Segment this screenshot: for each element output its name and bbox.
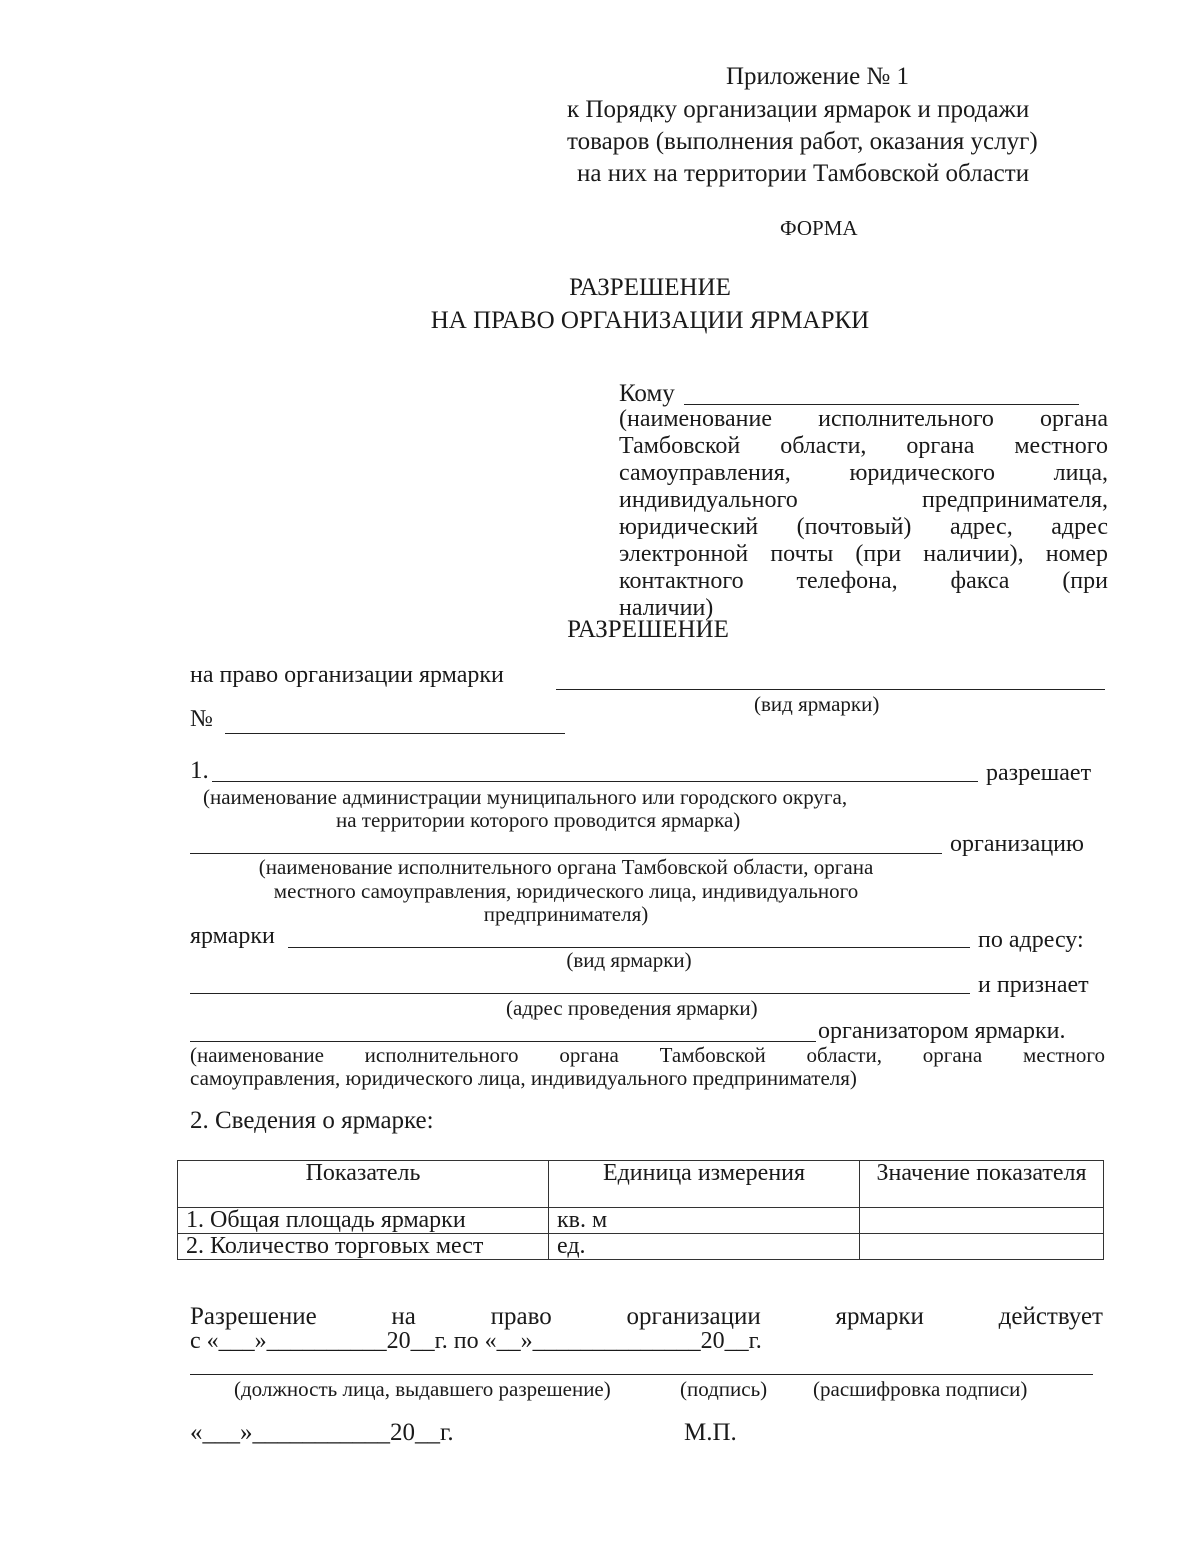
- signature-hint: (подпись): [680, 1377, 768, 1401]
- signature-line: [190, 1374, 1093, 1375]
- fair-info-table: [177, 1160, 1104, 1260]
- table-cell: 2. Количество торговых мест: [178, 1234, 549, 1260]
- address-line: [190, 993, 970, 994]
- addressee-hint-line: электронной почты (при наличии), номер: [619, 541, 1108, 567]
- appendix-line-1: Приложение № 1: [726, 63, 910, 90]
- second-title: РАЗРЕШЕНИЕ: [567, 616, 729, 643]
- appendix-line-4: на них на территории Тамбовской области: [577, 160, 1030, 187]
- recognizes-text: и признает: [978, 972, 1089, 998]
- validity-line-2: с «___»__________20__г. по «__»______________20__г.: [190, 1328, 762, 1354]
- addressee-hint-line: контактного телефона, факса (при: [619, 568, 1108, 594]
- address-hint: (адрес проведения ярмарки): [506, 996, 758, 1020]
- organizer-hint-1: (наименование исполнительного органа Тамбовской области, органа местного: [190, 1043, 1105, 1067]
- administration-hint-1: (наименование администрации муниципального или городского округа,: [203, 785, 848, 809]
- addressee-hint-line: (наименование исполнительного органа: [619, 406, 1108, 432]
- addressee-hint-line: Тамбовской области, органа местного: [619, 433, 1108, 459]
- table-row: [178, 1234, 1104, 1260]
- table-cell: [860, 1234, 1104, 1260]
- addressee-hint-line: индивидуального предпринимателя,: [619, 487, 1108, 513]
- addressee-hint-line: самоуправления, юридического лица,: [619, 460, 1108, 486]
- form-label: ФОРМА: [780, 216, 858, 240]
- organization-hint-3: предпринимателя): [483, 902, 649, 926]
- organization-hint-2: местного самоуправления, юридического лица, индивидуального: [273, 879, 859, 903]
- table-cell: 1. Общая площадь ярмарки: [178, 1208, 549, 1234]
- organization-text: организацию: [950, 831, 1084, 857]
- addressee-line: [684, 404, 1079, 405]
- main-title-line-1: РАЗРЕШЕНИЕ: [569, 274, 731, 301]
- fair-type-hint: (вид ярмарки): [566, 948, 692, 972]
- table-cell: ед.: [549, 1234, 860, 1260]
- footer-date: «___»___________20__г.: [190, 1419, 454, 1446]
- validity-line-1: Разрешение на право организации ярмарки действует: [190, 1303, 1103, 1330]
- section-1-number: 1.: [190, 757, 209, 784]
- at-address-text: по адресу:: [978, 927, 1084, 953]
- organizer-line: [190, 1041, 816, 1042]
- organization-line: [190, 853, 942, 854]
- appendix-line-3: товаров (выполнения работ, оказания услуг): [567, 128, 1038, 155]
- table-cell: [860, 1208, 1104, 1234]
- main-title-line-2: НА ПРАВО ОРГАНИЗАЦИИ ЯРМАРКИ: [430, 307, 870, 334]
- organizer-hint-2: самоуправления, юридического лица, индивидуального предпринимателя): [190, 1066, 857, 1090]
- number-line: [225, 733, 565, 734]
- position-hint: (должность лица, выдавшего разрешение): [234, 1377, 611, 1401]
- administration-line: [212, 781, 978, 782]
- stamp-label: М.П.: [684, 1419, 737, 1446]
- fair-text: ярмарки: [190, 923, 275, 949]
- permits-text: разрешает: [986, 760, 1092, 786]
- permit-type-hint: (вид ярмарки): [754, 692, 880, 716]
- table-header-row: [178, 1161, 1104, 1208]
- table-header-cell: Значение показателя: [860, 1161, 1104, 1208]
- permit-type-line: [556, 689, 1105, 690]
- table-cell: кв. м: [549, 1208, 860, 1234]
- table-header-cell: Единица измерения: [549, 1161, 860, 1208]
- organization-hint-1: (наименование исполнительного органа Тамбовской области, органа: [258, 855, 874, 879]
- decode-hint: (расшифровка подписи): [813, 1377, 1028, 1401]
- addressee-hint-line: юридический (почтовый) адрес, адрес: [619, 514, 1108, 540]
- addressee-label: Кому: [619, 380, 675, 407]
- administration-hint-2: на территории которого проводится ярмарка): [336, 808, 741, 832]
- table-header-cell: Показатель: [178, 1161, 549, 1208]
- appendix-line-2: к Порядку организации ярмарок и продажи: [567, 96, 1030, 123]
- number-label: №: [190, 706, 213, 732]
- permit-line-text: на право организации ярмарки: [190, 662, 504, 688]
- organizer-text: организатором ярмарки.: [818, 1018, 1066, 1044]
- addressee-hint: [619, 406, 1108, 622]
- table-row: [178, 1208, 1104, 1234]
- section-2-title: 2. Сведения о ярмарке:: [190, 1107, 434, 1134]
- addressee-hint-last-line: наличии): [619, 595, 714, 621]
